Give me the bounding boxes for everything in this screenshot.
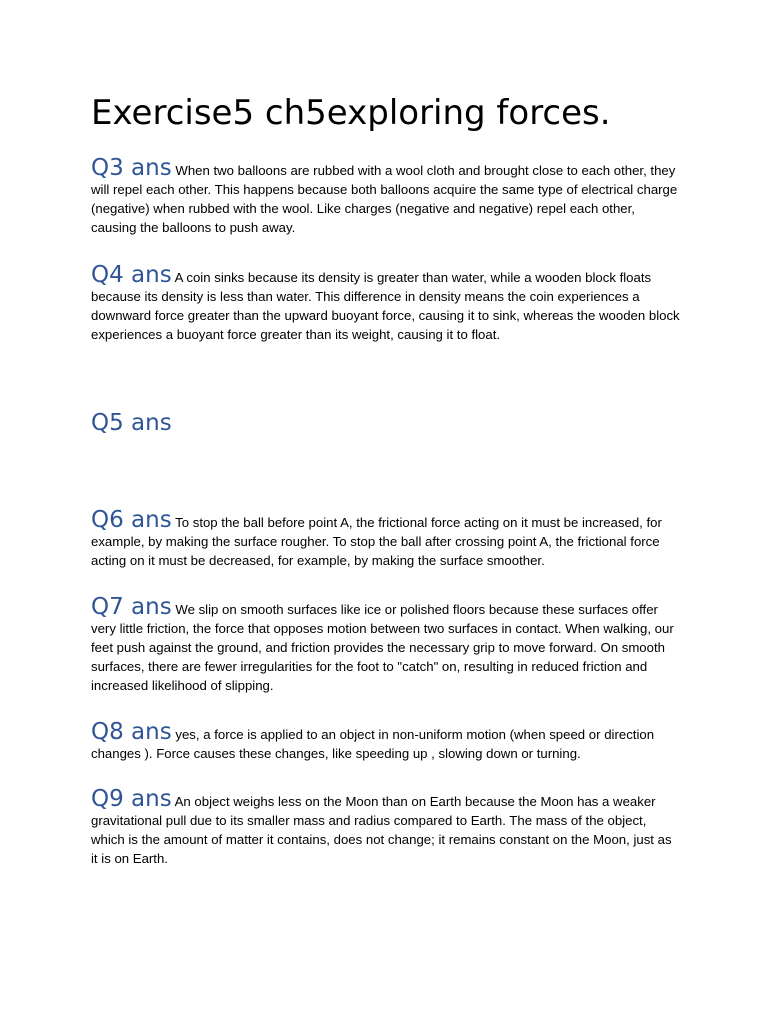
answer-text: We slip on smooth surfaces like ice or polished floors because these surfaces offer very little friction, the force that opposes motion between two surfaces in contact. When walking, our feet push against the ground, and friction provides the necessary grip to move forward. On smooth surfaces, there are fewer irregularities for the foot to "catch" on, resulting in reduced friction and increased likelihood of slipping. (91, 602, 674, 693)
answer-label: Q7 ans (91, 594, 172, 620)
answer-q8 (91, 719, 681, 763)
answer-q5 (91, 410, 681, 436)
answer-q3 (91, 155, 681, 237)
answer-text: To stop the ball before point A, the frictional force acting on it must be increased, for example, by making the surface rougher. To stop the ball after crossing point A, the frictional force acting on it must be decreased, for example, by making the surface smoother. (91, 515, 662, 568)
answer-text: When two balloons are rubbed with a wool cloth and brought close to each other, they will repel each other. This happens because both balloons acquire the same type of electrical charge (negative) when rubbed with the wool. Like charges (negative and negative) repel each other, causing the balloons to push away. (91, 163, 678, 235)
answer-q7 (91, 594, 681, 695)
answer-q4 (91, 262, 681, 344)
answer-text: yes, a force is applied to an object in non-uniform motion (when speed or direction changes ). Force causes these changes, like speeding up , slowing down or turning. (91, 727, 655, 761)
answer-label: Q8 ans (91, 719, 172, 745)
answer-label: Q4 ans (91, 262, 172, 288)
answer-text: An object weighs less on the Moon than on Earth because the Moon has a weaker gravitational pull due to its smaller mass and radius compared to Earth. The mass of the object, which is the amount of matter it contains, does not change; it remains constant on the Moon, just as it is on Earth. (91, 794, 672, 866)
answer-label: Q5 ans (91, 410, 172, 436)
answer-label: Q3 ans (91, 155, 172, 181)
answer-q6 (91, 507, 681, 570)
answer-text: A coin sinks because its density is greater than water, while a wooden block floats because its density is less than water. This difference in density means the coin experiences a downward force greater than the upward buoyant force, causing it to sink, whereas the wooden block experiences a buoyant force greater than its weight, causing it to float. (91, 270, 680, 342)
answer-label: Q6 ans (91, 507, 172, 533)
document-title: Exercise5 ch5exploring forces. (91, 93, 611, 133)
answer-q9 (91, 786, 681, 868)
answer-label: Q9 ans (91, 786, 172, 812)
